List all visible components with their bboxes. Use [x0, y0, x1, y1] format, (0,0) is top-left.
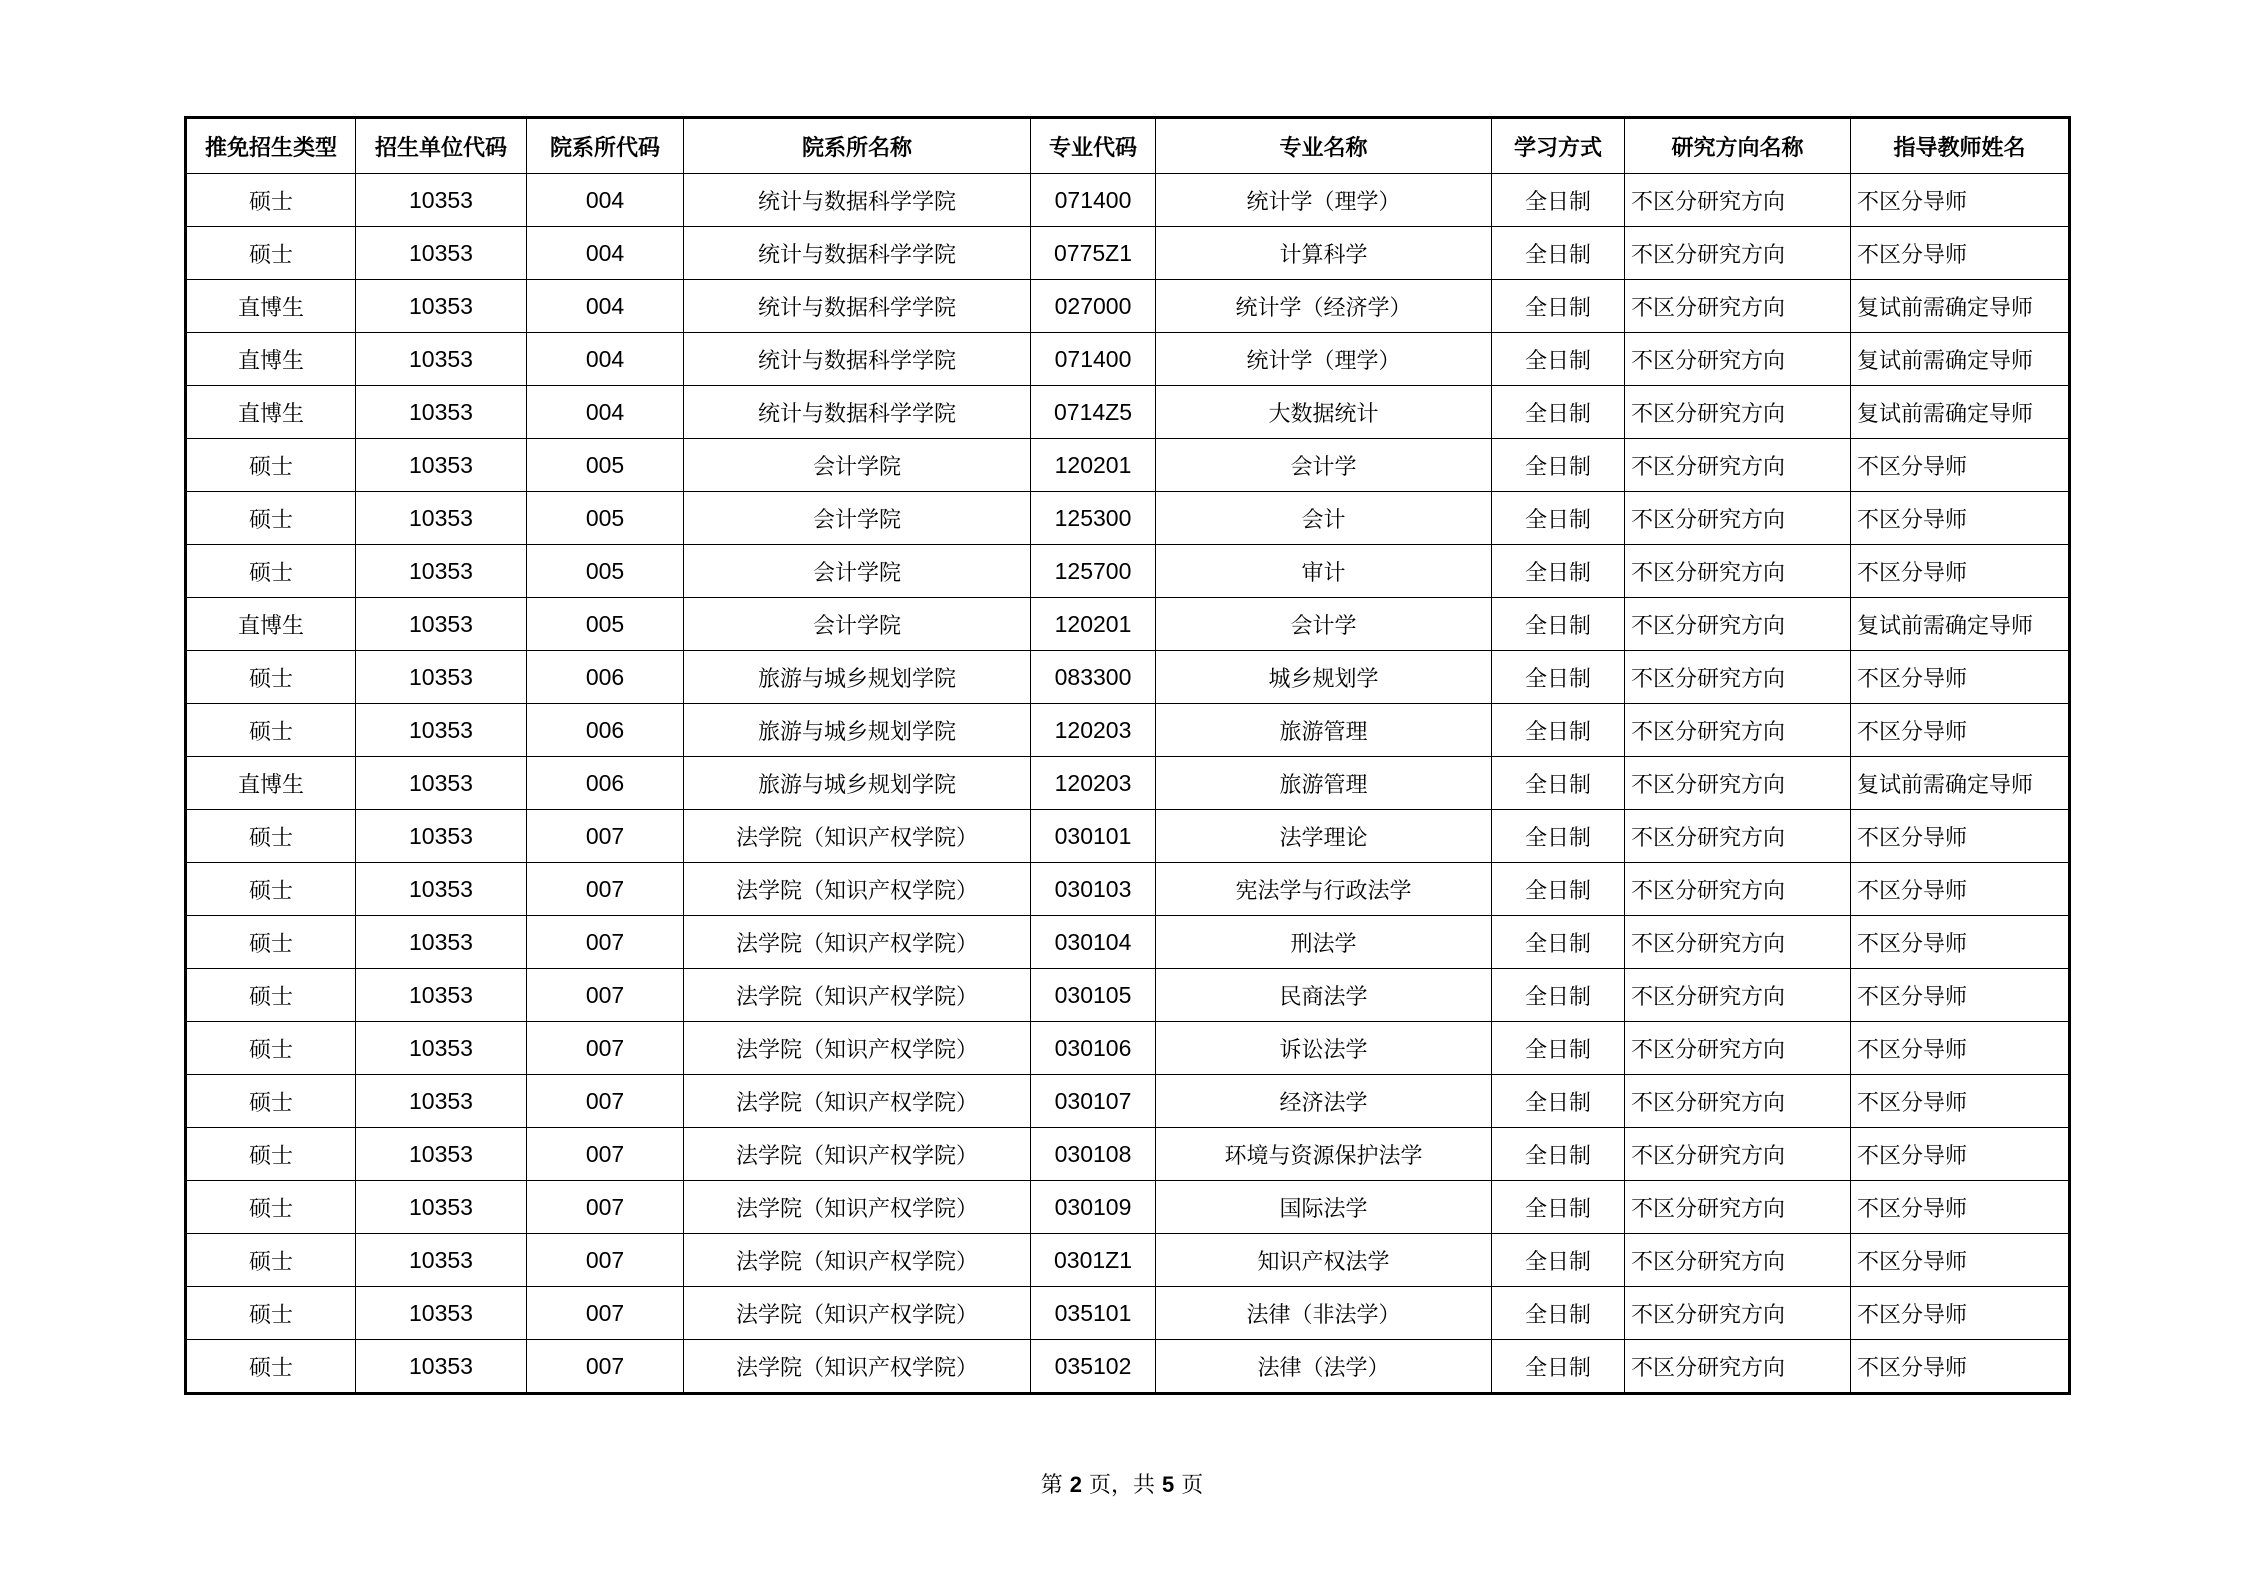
supervisor-cell: 不区分导师	[1851, 1128, 2070, 1181]
research-direction-cell: 不区分研究方向	[1625, 704, 1851, 757]
unit-code-cell: 10353	[356, 1128, 527, 1181]
unit-code-cell: 10353	[356, 492, 527, 545]
dept-code-cell: 007	[527, 863, 684, 916]
supervisor-cell: 不区分导师	[1851, 651, 2070, 704]
dept-code-cell: 004	[527, 280, 684, 333]
header-supervisor: 指导教师姓名	[1851, 118, 2070, 174]
table-row	[186, 651, 2070, 704]
table-row	[186, 916, 2070, 969]
dept-code-cell: 005	[527, 492, 684, 545]
major-code-cell: 125700	[1031, 545, 1156, 598]
table-row	[186, 439, 2070, 492]
footer-prefix: 第	[1040, 1473, 1063, 1498]
unit-code-cell: 10353	[356, 1022, 527, 1075]
study-mode-cell: 全日制	[1492, 492, 1625, 545]
research-direction-cell: 不区分研究方向	[1625, 386, 1851, 439]
research-direction-cell: 不区分研究方向	[1625, 439, 1851, 492]
dept-name-cell: 法学院（知识产权学院）	[684, 1234, 1031, 1287]
study-mode-cell: 全日制	[1492, 969, 1625, 1022]
dept-name-cell: 会计学院	[684, 545, 1031, 598]
table-row	[186, 280, 2070, 333]
unit-code-cell: 10353	[356, 545, 527, 598]
unit-code-cell: 10353	[356, 651, 527, 704]
study-mode-cell: 全日制	[1492, 757, 1625, 810]
dept-code-cell: 007	[527, 1022, 684, 1075]
supervisor-cell: 不区分导师	[1851, 1234, 2070, 1287]
major-code-cell: 071400	[1031, 174, 1156, 227]
dept-name-cell: 统计与数据科学学院	[684, 174, 1031, 227]
unit-code-cell: 10353	[356, 386, 527, 439]
major-code-cell: 030103	[1031, 863, 1156, 916]
research-direction-cell: 不区分研究方向	[1625, 598, 1851, 651]
supervisor-cell: 不区分导师	[1851, 1022, 2070, 1075]
dept-name-cell: 法学院（知识产权学院）	[684, 1181, 1031, 1234]
research-direction-cell: 不区分研究方向	[1625, 1340, 1851, 1394]
supervisor-cell: 不区分导师	[1851, 439, 2070, 492]
dept-code-cell: 006	[527, 757, 684, 810]
recommend-type-cell: 硕士	[186, 810, 356, 863]
dept-name-cell: 法学院（知识产权学院）	[684, 810, 1031, 863]
major-name-cell: 民商法学	[1156, 969, 1492, 1022]
major-name-cell: 法律（法学）	[1156, 1340, 1492, 1394]
unit-code-cell: 10353	[356, 810, 527, 863]
recommend-type-cell: 硕士	[186, 863, 356, 916]
dept-name-cell: 法学院（知识产权学院）	[684, 863, 1031, 916]
supervisor-cell: 不区分导师	[1851, 1287, 2070, 1340]
table-row	[186, 969, 2070, 1022]
table-row	[186, 1234, 2070, 1287]
dept-code-cell: 004	[527, 227, 684, 280]
study-mode-cell: 全日制	[1492, 386, 1625, 439]
dept-code-cell: 007	[527, 1128, 684, 1181]
header-major-code: 专业代码	[1031, 118, 1156, 174]
dept-code-cell: 007	[527, 1075, 684, 1128]
dept-name-cell: 旅游与城乡规划学院	[684, 757, 1031, 810]
table-row	[186, 1181, 2070, 1234]
major-name-cell: 统计学（理学）	[1156, 174, 1492, 227]
dept-name-cell: 法学院（知识产权学院）	[684, 1075, 1031, 1128]
recommend-type-cell: 直博生	[186, 757, 356, 810]
major-code-cell: 120201	[1031, 598, 1156, 651]
study-mode-cell: 全日制	[1492, 916, 1625, 969]
dept-name-cell: 统计与数据科学学院	[684, 386, 1031, 439]
recommend-type-cell: 硕士	[186, 492, 356, 545]
dept-name-cell: 法学院（知识产权学院）	[684, 1022, 1031, 1075]
unit-code-cell: 10353	[356, 916, 527, 969]
recommend-type-cell: 硕士	[186, 1075, 356, 1128]
major-name-cell: 诉讼法学	[1156, 1022, 1492, 1075]
supervisor-cell: 不区分导师	[1851, 1340, 2070, 1394]
major-name-cell: 统计学（理学）	[1156, 333, 1492, 386]
major-code-cell: 071400	[1031, 333, 1156, 386]
table-row	[186, 704, 2070, 757]
research-direction-cell: 不区分研究方向	[1625, 916, 1851, 969]
research-direction-cell: 不区分研究方向	[1625, 492, 1851, 545]
dept-code-cell: 007	[527, 1181, 684, 1234]
study-mode-cell: 全日制	[1492, 1075, 1625, 1128]
header-dept-code: 院系所代码	[527, 118, 684, 174]
study-mode-cell: 全日制	[1492, 227, 1625, 280]
unit-code-cell: 10353	[356, 439, 527, 492]
study-mode-cell: 全日制	[1492, 1128, 1625, 1181]
major-name-cell: 计算科学	[1156, 227, 1492, 280]
supervisor-cell: 不区分导师	[1851, 1181, 2070, 1234]
dept-code-cell: 004	[527, 333, 684, 386]
major-code-cell: 030106	[1031, 1022, 1156, 1075]
major-code-cell: 035102	[1031, 1340, 1156, 1394]
study-mode-cell: 全日制	[1492, 280, 1625, 333]
supervisor-cell: 复试前需确定导师	[1851, 598, 2070, 651]
supervisor-cell: 不区分导师	[1851, 492, 2070, 545]
supervisor-cell: 复试前需确定导师	[1851, 280, 2070, 333]
dept-code-cell: 007	[527, 969, 684, 1022]
supervisor-cell: 不区分导师	[1851, 1075, 2070, 1128]
research-direction-cell: 不区分研究方向	[1625, 1181, 1851, 1234]
recommend-type-cell: 直博生	[186, 598, 356, 651]
enrollment-table	[184, 116, 2071, 1395]
dept-code-cell: 004	[527, 174, 684, 227]
research-direction-cell: 不区分研究方向	[1625, 969, 1851, 1022]
dept-name-cell: 会计学院	[684, 439, 1031, 492]
major-code-cell: 035101	[1031, 1287, 1156, 1340]
research-direction-cell: 不区分研究方向	[1625, 227, 1851, 280]
study-mode-cell: 全日制	[1492, 704, 1625, 757]
major-name-cell: 知识产权法学	[1156, 1234, 1492, 1287]
dept-name-cell: 法学院（知识产权学院）	[684, 916, 1031, 969]
unit-code-cell: 10353	[356, 280, 527, 333]
recommend-type-cell: 硕士	[186, 1022, 356, 1075]
study-mode-cell: 全日制	[1492, 810, 1625, 863]
dept-name-cell: 法学院（知识产权学院）	[684, 969, 1031, 1022]
supervisor-cell: 不区分导师	[1851, 227, 2070, 280]
study-mode-cell: 全日制	[1492, 439, 1625, 492]
dept-name-cell: 统计与数据科学学院	[684, 280, 1031, 333]
unit-code-cell: 10353	[356, 704, 527, 757]
unit-code-cell: 10353	[356, 863, 527, 916]
recommend-type-cell: 直博生	[186, 386, 356, 439]
recommend-type-cell: 硕士	[186, 916, 356, 969]
table-row	[186, 545, 2070, 598]
dept-name-cell: 统计与数据科学学院	[684, 333, 1031, 386]
dept-name-cell: 会计学院	[684, 492, 1031, 545]
table-row	[186, 174, 2070, 227]
table-row	[186, 1287, 2070, 1340]
dept-name-cell: 会计学院	[684, 598, 1031, 651]
unit-code-cell: 10353	[356, 1075, 527, 1128]
major-name-cell: 审计	[1156, 545, 1492, 598]
study-mode-cell: 全日制	[1492, 1022, 1625, 1075]
dept-code-cell: 007	[527, 1340, 684, 1394]
supervisor-cell: 不区分导师	[1851, 810, 2070, 863]
research-direction-cell: 不区分研究方向	[1625, 810, 1851, 863]
unit-code-cell: 10353	[356, 757, 527, 810]
dept-code-cell: 007	[527, 810, 684, 863]
research-direction-cell: 不区分研究方向	[1625, 757, 1851, 810]
recommend-type-cell: 硕士	[186, 651, 356, 704]
supervisor-cell: 不区分导师	[1851, 174, 2070, 227]
major-name-cell: 大数据统计	[1156, 386, 1492, 439]
dept-name-cell: 法学院（知识产权学院）	[684, 1128, 1031, 1181]
dept-code-cell: 007	[527, 916, 684, 969]
research-direction-cell: 不区分研究方向	[1625, 1075, 1851, 1128]
research-direction-cell: 不区分研究方向	[1625, 1022, 1851, 1075]
study-mode-cell: 全日制	[1492, 545, 1625, 598]
dept-name-cell: 统计与数据科学学院	[684, 227, 1031, 280]
dept-code-cell: 007	[527, 1234, 684, 1287]
unit-code-cell: 10353	[356, 227, 527, 280]
supervisor-cell: 复试前需确定导师	[1851, 386, 2070, 439]
recommend-type-cell: 硕士	[186, 969, 356, 1022]
supervisor-cell: 复试前需确定导师	[1851, 757, 2070, 810]
recommend-type-cell: 硕士	[186, 174, 356, 227]
footer-suffix: 页	[1181, 1473, 1204, 1498]
supervisor-cell: 不区分导师	[1851, 863, 2070, 916]
major-code-cell: 0775Z1	[1031, 227, 1156, 280]
supervisor-cell: 复试前需确定导师	[1851, 333, 2070, 386]
major-code-cell: 030108	[1031, 1128, 1156, 1181]
major-code-cell: 030101	[1031, 810, 1156, 863]
major-name-cell: 城乡规划学	[1156, 651, 1492, 704]
recommend-type-cell: 硕士	[186, 1234, 356, 1287]
research-direction-cell: 不区分研究方向	[1625, 545, 1851, 598]
major-name-cell: 会计学	[1156, 439, 1492, 492]
major-name-cell: 旅游管理	[1156, 704, 1492, 757]
header-major-name: 专业名称	[1156, 118, 1492, 174]
major-name-cell: 会计	[1156, 492, 1492, 545]
dept-code-cell: 005	[527, 598, 684, 651]
dept-code-cell: 006	[527, 704, 684, 757]
major-code-cell: 0714Z5	[1031, 386, 1156, 439]
supervisor-cell: 不区分导师	[1851, 969, 2070, 1022]
major-code-cell: 120203	[1031, 757, 1156, 810]
study-mode-cell: 全日制	[1492, 1234, 1625, 1287]
table-row	[186, 1022, 2070, 1075]
table-row	[186, 492, 2070, 545]
major-code-cell: 120201	[1031, 439, 1156, 492]
major-name-cell: 法学理论	[1156, 810, 1492, 863]
page-footer	[0, 1468, 2244, 1499]
dept-code-cell: 006	[527, 651, 684, 704]
header-recommend-type: 推免招生类型	[186, 118, 356, 174]
major-code-cell: 027000	[1031, 280, 1156, 333]
major-code-cell: 030105	[1031, 969, 1156, 1022]
research-direction-cell: 不区分研究方向	[1625, 1287, 1851, 1340]
table-header-row	[186, 118, 2070, 174]
recommend-type-cell: 硕士	[186, 545, 356, 598]
major-code-cell: 030104	[1031, 916, 1156, 969]
unit-code-cell: 10353	[356, 969, 527, 1022]
table-row	[186, 386, 2070, 439]
research-direction-cell: 不区分研究方向	[1625, 863, 1851, 916]
study-mode-cell: 全日制	[1492, 598, 1625, 651]
recommend-type-cell: 硕士	[186, 227, 356, 280]
study-mode-cell: 全日制	[1492, 1181, 1625, 1234]
major-code-cell: 0301Z1	[1031, 1234, 1156, 1287]
unit-code-cell: 10353	[356, 1340, 527, 1394]
unit-code-cell: 10353	[356, 1234, 527, 1287]
recommend-type-cell: 硕士	[186, 1287, 356, 1340]
table-row	[186, 598, 2070, 651]
header-research-direction: 研究方向名称	[1625, 118, 1851, 174]
table-row	[186, 757, 2070, 810]
research-direction-cell: 不区分研究方向	[1625, 333, 1851, 386]
study-mode-cell: 全日制	[1492, 1340, 1625, 1394]
unit-code-cell: 10353	[356, 174, 527, 227]
unit-code-cell: 10353	[356, 1287, 527, 1340]
recommend-type-cell: 硕士	[186, 1340, 356, 1394]
current-page-number: 2	[1069, 1472, 1082, 1497]
major-name-cell: 旅游管理	[1156, 757, 1492, 810]
header-unit-code: 招生单位代码	[356, 118, 527, 174]
study-mode-cell: 全日制	[1492, 333, 1625, 386]
dept-code-cell: 005	[527, 439, 684, 492]
unit-code-cell: 10353	[356, 1181, 527, 1234]
unit-code-cell: 10353	[356, 598, 527, 651]
recommend-type-cell: 硕士	[186, 439, 356, 492]
research-direction-cell: 不区分研究方向	[1625, 174, 1851, 227]
footer-middle: 页，共	[1088, 1473, 1155, 1498]
research-direction-cell: 不区分研究方向	[1625, 1128, 1851, 1181]
supervisor-cell: 不区分导师	[1851, 916, 2070, 969]
recommend-type-cell: 直博生	[186, 333, 356, 386]
study-mode-cell: 全日制	[1492, 651, 1625, 704]
dept-code-cell: 005	[527, 545, 684, 598]
dept-name-cell: 旅游与城乡规划学院	[684, 704, 1031, 757]
header-dept-name: 院系所名称	[684, 118, 1031, 174]
total-page-number: 5	[1162, 1472, 1175, 1497]
dept-code-cell: 007	[527, 1287, 684, 1340]
major-name-cell: 经济法学	[1156, 1075, 1492, 1128]
research-direction-cell: 不区分研究方向	[1625, 651, 1851, 704]
major-code-cell: 030107	[1031, 1075, 1156, 1128]
research-direction-cell: 不区分研究方向	[1625, 280, 1851, 333]
table-row	[186, 333, 2070, 386]
unit-code-cell: 10353	[356, 333, 527, 386]
header-study-mode: 学习方式	[1492, 118, 1625, 174]
major-name-cell: 宪法学与行政法学	[1156, 863, 1492, 916]
major-name-cell: 刑法学	[1156, 916, 1492, 969]
dept-name-cell: 法学院（知识产权学院）	[684, 1287, 1031, 1340]
major-name-cell: 国际法学	[1156, 1181, 1492, 1234]
table-row	[186, 1128, 2070, 1181]
table-body	[186, 174, 2070, 1394]
research-direction-cell: 不区分研究方向	[1625, 1234, 1851, 1287]
major-name-cell: 统计学（经济学）	[1156, 280, 1492, 333]
table-row	[186, 810, 2070, 863]
supervisor-cell: 不区分导师	[1851, 704, 2070, 757]
table-row	[186, 1075, 2070, 1128]
major-name-cell: 会计学	[1156, 598, 1492, 651]
major-code-cell: 125300	[1031, 492, 1156, 545]
study-mode-cell: 全日制	[1492, 174, 1625, 227]
dept-name-cell: 法学院（知识产权学院）	[684, 1340, 1031, 1394]
major-code-cell: 120203	[1031, 704, 1156, 757]
supervisor-cell: 不区分导师	[1851, 545, 2070, 598]
major-code-cell: 083300	[1031, 651, 1156, 704]
recommend-type-cell: 硕士	[186, 1181, 356, 1234]
dept-name-cell: 旅游与城乡规划学院	[684, 651, 1031, 704]
major-name-cell: 环境与资源保护法学	[1156, 1128, 1492, 1181]
recommend-type-cell: 直博生	[186, 280, 356, 333]
study-mode-cell: 全日制	[1492, 1287, 1625, 1340]
major-code-cell: 030109	[1031, 1181, 1156, 1234]
table-row	[186, 863, 2070, 916]
study-mode-cell: 全日制	[1492, 863, 1625, 916]
recommend-type-cell: 硕士	[186, 1128, 356, 1181]
dept-code-cell: 004	[527, 386, 684, 439]
table-row	[186, 1340, 2070, 1394]
recommend-type-cell: 硕士	[186, 704, 356, 757]
table-row	[186, 227, 2070, 280]
major-name-cell: 法律（非法学）	[1156, 1287, 1492, 1340]
